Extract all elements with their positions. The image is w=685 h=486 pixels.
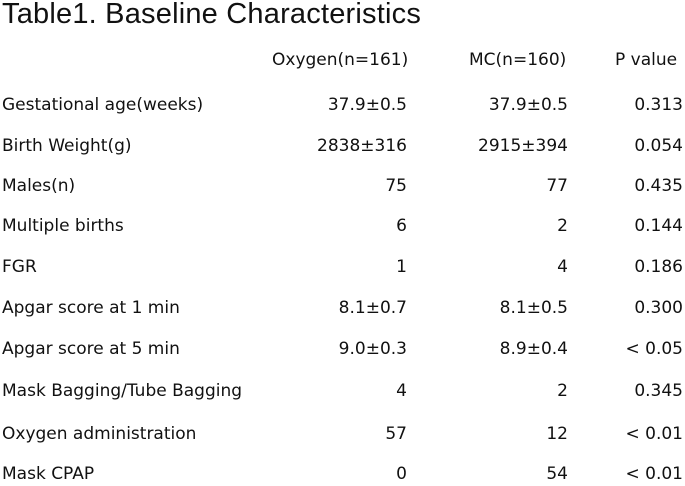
cell-p-value: 0.144 bbox=[634, 216, 683, 236]
cell-p-value: 0.435 bbox=[634, 176, 683, 196]
row-label-birth-weight: Birth Weight(g) bbox=[2, 136, 132, 156]
cell-p-value: < 0.05 bbox=[625, 339, 683, 359]
row-label-oxygen-administration: Oxygen administration bbox=[2, 424, 197, 444]
row-label-gestational-age: Gestational age(weeks) bbox=[2, 95, 204, 115]
cell-p-value: 0.345 bbox=[634, 381, 683, 401]
cell-mc: 37.9±0.5 bbox=[488, 95, 568, 115]
row-label-mask-cpap: Mask CPAP bbox=[2, 464, 95, 484]
cell-oxygen: 75 bbox=[385, 176, 407, 196]
cell-oxygen: 8.1±0.7 bbox=[338, 298, 407, 318]
cell-mc: 8.9±0.4 bbox=[499, 339, 568, 359]
cell-mc: 2915±394 bbox=[478, 136, 568, 156]
row-label-apgar-5min: Apgar score at 5 min bbox=[2, 339, 180, 359]
row-label-apgar-1min: Apgar score at 1 min bbox=[2, 298, 180, 318]
cell-mc: 8.1±0.5 bbox=[499, 298, 568, 318]
row-label-males: Males(n) bbox=[2, 176, 76, 196]
cell-mc: 77 bbox=[546, 176, 568, 196]
cell-oxygen: 9.0±0.3 bbox=[338, 339, 407, 359]
cell-p-value: < 0.01 bbox=[625, 464, 683, 484]
row-label-fgr: FGR bbox=[2, 257, 37, 277]
cell-oxygen: 0 bbox=[396, 464, 407, 484]
cell-mc: 54 bbox=[546, 464, 568, 484]
row-label-multiple-births: Multiple births bbox=[2, 216, 124, 236]
cell-oxygen: 4 bbox=[396, 381, 407, 401]
cell-oxygen: 2838±316 bbox=[317, 136, 407, 156]
cell-oxygen: 57 bbox=[385, 424, 407, 444]
cell-mc: 12 bbox=[546, 424, 568, 444]
header-oxygen: Oxygen(n=161) bbox=[272, 50, 409, 70]
cell-mc: 2 bbox=[557, 216, 568, 236]
cell-oxygen: 1 bbox=[396, 257, 407, 277]
cell-oxygen: 6 bbox=[396, 216, 407, 236]
cell-p-value: < 0.01 bbox=[625, 424, 683, 444]
table-title: Table1. Baseline Characteristics bbox=[2, 0, 422, 30]
cell-p-value: 0.186 bbox=[634, 257, 683, 277]
cell-mc: 4 bbox=[557, 257, 568, 277]
row-label-mask-tube-bagging: Mask Bagging/Tube Bagging bbox=[2, 381, 243, 401]
header-p-value: P value bbox=[615, 50, 678, 70]
cell-oxygen: 37.9±0.5 bbox=[327, 95, 407, 115]
cell-p-value: 0.313 bbox=[634, 95, 683, 115]
cell-mc: 2 bbox=[557, 381, 568, 401]
header-mc: MC(n=160) bbox=[469, 50, 567, 70]
cell-p-value: 0.300 bbox=[634, 298, 683, 318]
cell-p-value: 0.054 bbox=[634, 136, 683, 156]
